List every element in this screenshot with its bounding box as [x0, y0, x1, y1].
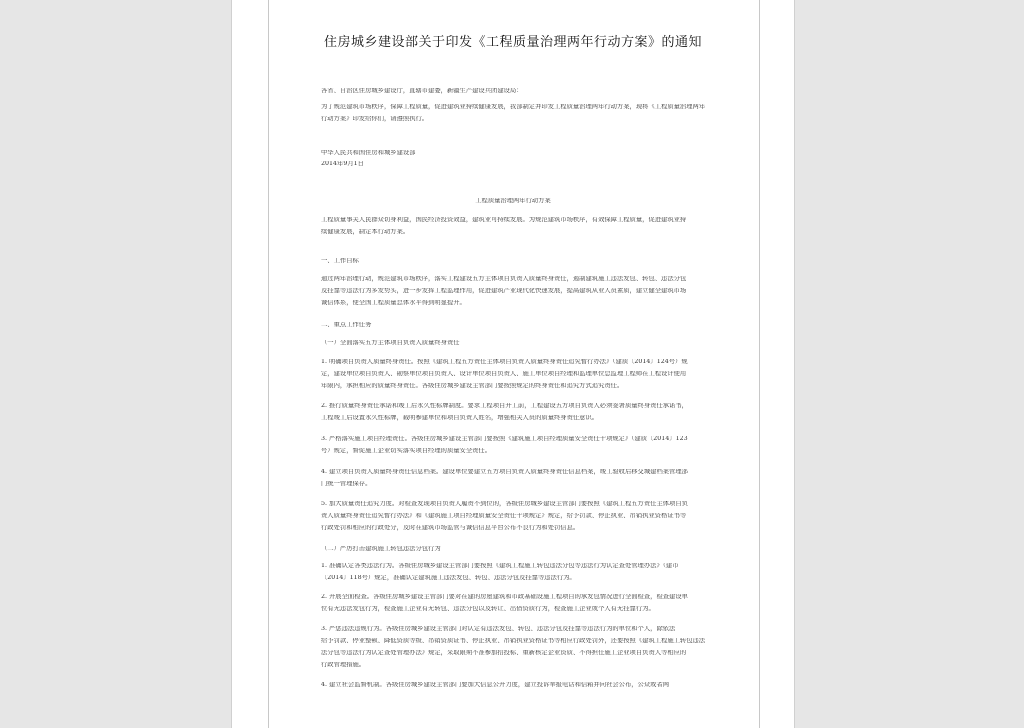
document-line: 2014年9月1日 — [321, 161, 364, 167]
document-line: 法分包等违法行为认定查处管理办法》规定，采取限期不准参加招投标、重新核定企业资质、不得担任施工企业项目负责人等相应的 — [321, 650, 687, 656]
document-line: （二）严厉打击建筑施工转包违法分包行为 — [321, 546, 441, 552]
document-line: 年限内，承担相应的质量终身责任。各级住房城乡建设主管部门要按照规定的终身责任和追究方式追究责任。 — [321, 383, 624, 389]
document-line: 〔2014〕118号）规定，准确认定建筑施工违法发包、转包、违法分包及挂靠等违法行为。 — [321, 575, 576, 581]
document-line: 4. 建立社会监督机制。各级住房城乡建设主管部门要加大信息公开力度，建立投诉举报电话和信箱并向社会公布，公众或者网 — [321, 682, 670, 688]
section-title: 工程质量治理两年行动方案 — [475, 198, 551, 204]
document-line: 中华人民共和国住房和城乡建设部 — [321, 150, 416, 156]
document-line: 2. 推行质量终身责任承诺和竣工后永久性标牌制度。要求工程项目开工前，工程建设五方项目负责人必须签署质量终身责任承诺书， — [321, 403, 688, 409]
document-line: 3. 严格落实施工项目经理责任。各级住房城乡建设主管部门要按照《建筑施工项目经理质量安全责任十项规定》（建质〔2014〕123 — [321, 436, 688, 442]
document-line: 1. 准确认定各类违法行为。各级住房城乡建设主管部门要按照《建筑工程施工转包违法分包等违法行为认定查处管理办法》（建市 — [321, 563, 679, 569]
document-line: 5. 加大质量责任追究力度。对检查发现项目负责人履责不到位的，各级住房城乡建设主管部门要按照《建筑工程五方责任主体项目负 — [321, 501, 688, 507]
document-line: 位有无违法发包行为，检查施工企业有无转包、违法分包以及转让、出借资质行为，检查施工企业或个人有无挂靠行为。 — [321, 606, 655, 612]
document-line: 工程质量事关人民群众切身利益，国民经济投资效益，建筑业可持续发展。为规范建筑市场秩序，有效保障工程质量，促进建筑业持 — [321, 217, 687, 223]
document-line: 行政处罚和相应的行政处分，及时在建筑市场监管与诚信信息平台公布不良行为和处罚信息。 — [321, 525, 580, 531]
document-line: 及挂靠等违法行为多发势头，进一步发挥工程监理作用，促进建筑产业现代化快速发展，提高建筑从业人员素质，建立健全建筑市场 — [321, 288, 687, 294]
document-line: 续健康发展，制定本行动方案。 — [321, 229, 410, 235]
document-line: （一）全面落实五方主体项目负责人质量终身责任 — [321, 340, 460, 346]
document-line: 一、工作目标 — [321, 258, 359, 264]
document-line: 行政管理措施。 — [321, 662, 366, 668]
document-line: 工程竣工后设置永久性标牌，载明参建单位和项目负责人姓名，增强相关人员的质量终身责任意识。 — [321, 415, 599, 421]
document-line: 为了规范建筑市场秩序，保障工程质量，促进建筑业持续健康发展，我部制定并印发工程质量治理两年行动方案，现将《工程质量治理两年 — [321, 104, 705, 110]
document-line: 各省、自治区住房城乡建设厅，直辖市建委，新疆生产建设兵团建设局： — [321, 88, 523, 94]
document-line: 2. 开展全面检查。各级住房城乡建设主管部门要对在建的房屋建筑和市政基础设施工程项目的承发包情况进行全面检查，检查建设单 — [321, 594, 688, 600]
document-line: 4. 建立项目负责人质量终身责任信息档案。建设单位要建立五方项目负责人质量终身责任信息档案，竣工验收后移交城建档案管理部 — [321, 469, 688, 475]
document-line: 号）规定，督促施工企业切实落实项目经理的质量安全责任。 — [321, 448, 492, 454]
document-line: 3. 严惩违法违规行为。各级住房城乡建设主管部门对认定有违法发包、转包、违法分包及挂靠等违法行为的单位和个人，除依法 — [321, 626, 676, 632]
document-line: 二、重点工作任务 — [321, 322, 372, 328]
document-title: 住房城乡建设部关于印发《工程质量治理两年行动方案》的通知 — [323, 35, 702, 50]
document-line: 门统一管理保存。 — [321, 481, 372, 487]
document-line: 给予罚款、停业整顿、降低资质等级、吊销资质证书、停止执业、吊销执业资格证书等相应行政处罚外，还要按照《建筑工程施工转包违法 — [321, 638, 705, 644]
document-line: 诚信体系，使全国工程质量总体水平得到明显提升。 — [321, 300, 466, 306]
document-line: 通过两年治理行动，规范建筑市场秩序，落实工程建设五方主体项目负责人质量终身责任，遏制建筑施工违法发包、转包、违法分包 — [321, 276, 687, 282]
document-line: 定，建设单位项目负责人、勘察单位项目负责人、设计单位项目负责人、施工单位项目经理和监理单位总监理工程师在工程设计使用 — [321, 371, 687, 377]
document-line: 1. 明确项目负责人质量终身责任。按照《建筑工程五方责任主体项目负责人质量终身责任追究暂行办法》（建质〔2014〕124号）规 — [321, 359, 688, 365]
document-line: 责人质量终身责任追究暂行办法》和《建筑施工项目经理质量安全责任十项规定》规定，给予罚款、停止执业、吊销执业资格证书等 — [321, 513, 687, 519]
document-line: 行动方案》印发给你们，请遵照执行。 — [321, 116, 429, 122]
